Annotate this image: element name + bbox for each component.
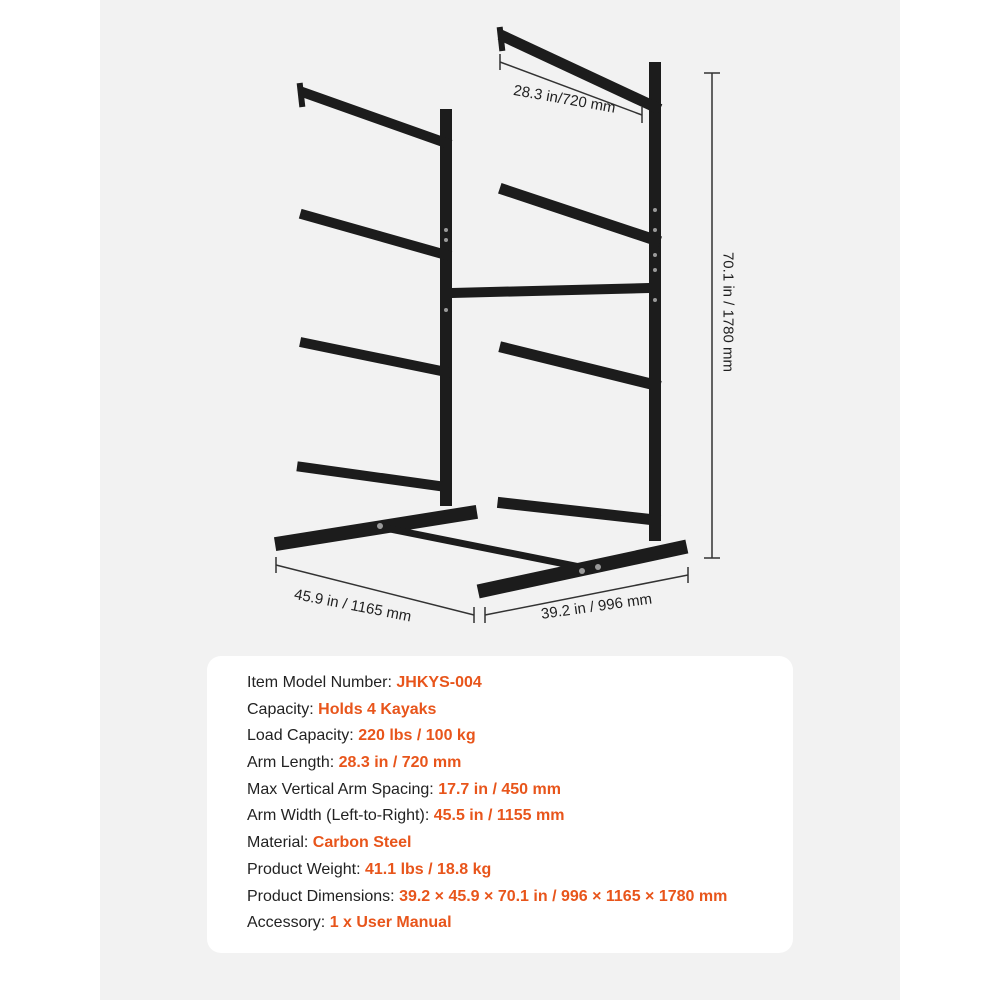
spec-label: Accessory: xyxy=(247,914,330,932)
depth-label: 45.9 in / 1165 mm xyxy=(292,586,413,626)
height-label: 70.1 in / 1780 mm xyxy=(719,251,737,373)
left-arm-4 xyxy=(302,467,446,487)
right-arm-4 xyxy=(503,503,655,520)
spec-value: 220 lbs / 100 kg xyxy=(358,727,476,745)
spec-label: Max Vertical Arm Spacing: xyxy=(247,780,439,798)
base-crossbar xyxy=(380,527,585,568)
spec-row-arm-spacing xyxy=(247,777,727,804)
spec-row-load-capacity xyxy=(247,723,727,750)
spec-list xyxy=(247,670,727,937)
spec-value: 28.3 in / 720 mm xyxy=(338,754,462,772)
spec-value: Carbon Steel xyxy=(312,834,412,852)
spec-label: Arm Length: xyxy=(247,754,339,772)
spec-row-model xyxy=(247,670,727,697)
spec-label: Product Dimensions: xyxy=(247,887,400,905)
spec-value: 39.2 × 45.9 × 70.1 in / 996 × 1165 × 1780 mm xyxy=(399,887,728,905)
rack-frame xyxy=(282,30,680,590)
width-label: 39.2 in / 996 mm xyxy=(540,590,654,623)
spec-row-material xyxy=(247,830,727,857)
spec-value: 45.5 in / 1155 mm xyxy=(433,807,565,825)
spec-value: 17.7 in / 450 mm xyxy=(438,780,561,798)
center-crossbar xyxy=(452,288,649,293)
spec-label: Item Model Number: xyxy=(247,674,397,691)
right-arm-2 xyxy=(505,190,655,240)
arm-length-label: 28.3 in/720 mm xyxy=(512,82,617,117)
spec-label: Capacity: xyxy=(247,700,319,718)
spec-value: 41.1 lbs / 18.8 kg xyxy=(364,860,492,878)
spec-value: Holds 4 Kayaks xyxy=(318,700,437,718)
left-arm-2 xyxy=(305,215,446,255)
left-arm-1 xyxy=(305,93,446,143)
spec-card xyxy=(207,656,793,953)
left-arm-3 xyxy=(305,343,446,372)
spec-row-dimensions xyxy=(247,884,727,911)
spec-value: 1 x User Manual xyxy=(329,914,452,932)
spec-row-arm-length xyxy=(247,750,727,777)
spec-value: JHKYS-004 xyxy=(396,674,482,691)
spec-row-capacity xyxy=(247,697,727,724)
spec-label: Load Capacity: xyxy=(247,727,359,745)
spec-label: Material: xyxy=(247,834,313,852)
spec-label: Arm Width (Left-to-Right): xyxy=(247,807,434,825)
spec-row-arm-width xyxy=(247,803,727,830)
spec-row-weight xyxy=(247,857,727,884)
spec-row-accessory xyxy=(247,910,727,937)
spec-label: Product Weight: xyxy=(247,860,365,878)
right-arm-3 xyxy=(505,348,655,385)
